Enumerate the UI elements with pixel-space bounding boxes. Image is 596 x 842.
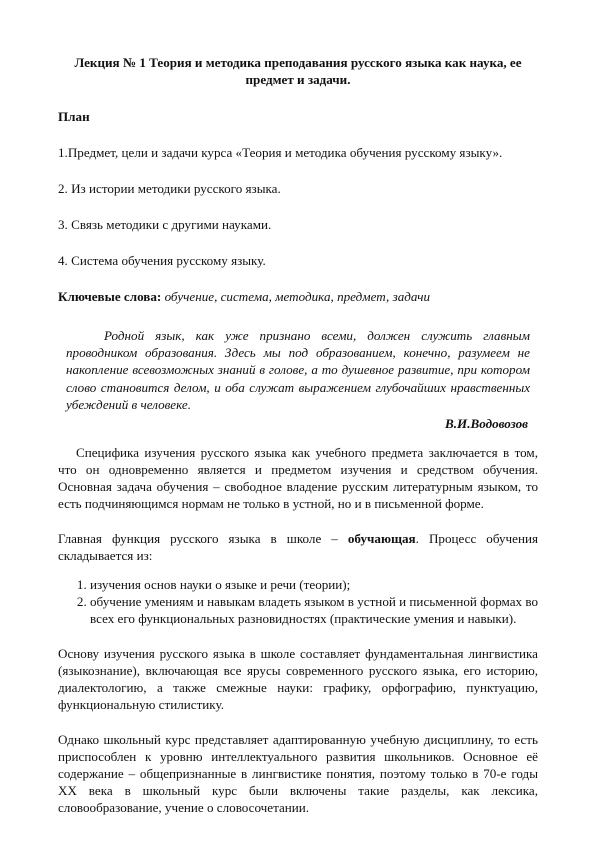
epigraph bbox=[66, 327, 530, 413]
document-page bbox=[58, 54, 538, 816]
lecture-title: Лекция № 1 Теория и методика преподавания русского языка как наука, ее предмет и задачи. bbox=[74, 55, 522, 87]
list-item: 1. изучения основ науки о языке и речи (теории); bbox=[90, 576, 538, 593]
main-function-text-before: Главная функция русского языка в школе – bbox=[58, 531, 348, 547]
plan-item-2: 2. Из истории методики русского языка. bbox=[58, 181, 281, 196]
keywords-line bbox=[58, 288, 538, 305]
plan-item-4: 4. Система обучения русскому языку. bbox=[58, 253, 266, 268]
learning-process-list bbox=[58, 576, 538, 627]
main-function-text-after: . Процесс обучения складывается из: bbox=[58, 531, 538, 564]
plan-item-1: 1.Предмет, цели и задачи курса «Теория и методика обучения русскому языку». bbox=[58, 145, 503, 160]
plan-item-3: 3. Связь методики с другими науками. bbox=[58, 217, 272, 232]
paragraph-school-course: Однако школьный курс представляет адаптированную учебную дисциплину, то есть приспособлен к уровню интеллектуального развития школьников. Основное её содержание – общепризнанные в лингвистике понятия, поэтому только в 70-е годы XX века в школьный курс были включены такие разделы, как лексика, словообразование, учение о словосочетании. bbox=[58, 732, 538, 816]
keywords-value: обучение, система, методика, предмет, задачи bbox=[164, 289, 431, 304]
epigraph-text: Родной язык, как уже признано всеми, должен служить главным проводником образования. Здесь мы под образованием, конечно, разумеем не накопление всевозможных знаний в голове, а то душевное развитие, при котором слово становится делом, и оба служат выражением глубочайших нравственных убеждений в человеке. bbox=[66, 328, 530, 412]
epigraph-author: В.И.Водовозов bbox=[445, 416, 528, 432]
paragraph-foundation: Основу изучения русского языка в школе составляет фундаментальная лингвистика (языкознание), включающая все ярусы современного русского языка, его историю, диалектологию, а также смежные науки: графику, орфографию, пунктуацию, функциональную стилистику. bbox=[58, 646, 538, 713]
keywords-label: Ключевые слова: bbox=[58, 289, 162, 304]
paragraph-main-function bbox=[58, 530, 538, 564]
main-function-keyword: обучающая bbox=[347, 531, 416, 547]
plan-heading: План bbox=[58, 109, 90, 124]
list-item: 2. обучение умениям и навыкам владеть языком в устной и письменной формах во всех его функциональных разновидностях (практические умения и навыки). bbox=[90, 593, 538, 627]
paragraph-specifics: Специфика изучения русского языка как учебного предмета заключается в том, что он одновременно является и предметом изучения и средством обучения. Основная задача обучения – свободное владение русским литературным языком, то есть подчиняющимся нормам не только в устной, но и в письменной форме. bbox=[58, 445, 538, 512]
